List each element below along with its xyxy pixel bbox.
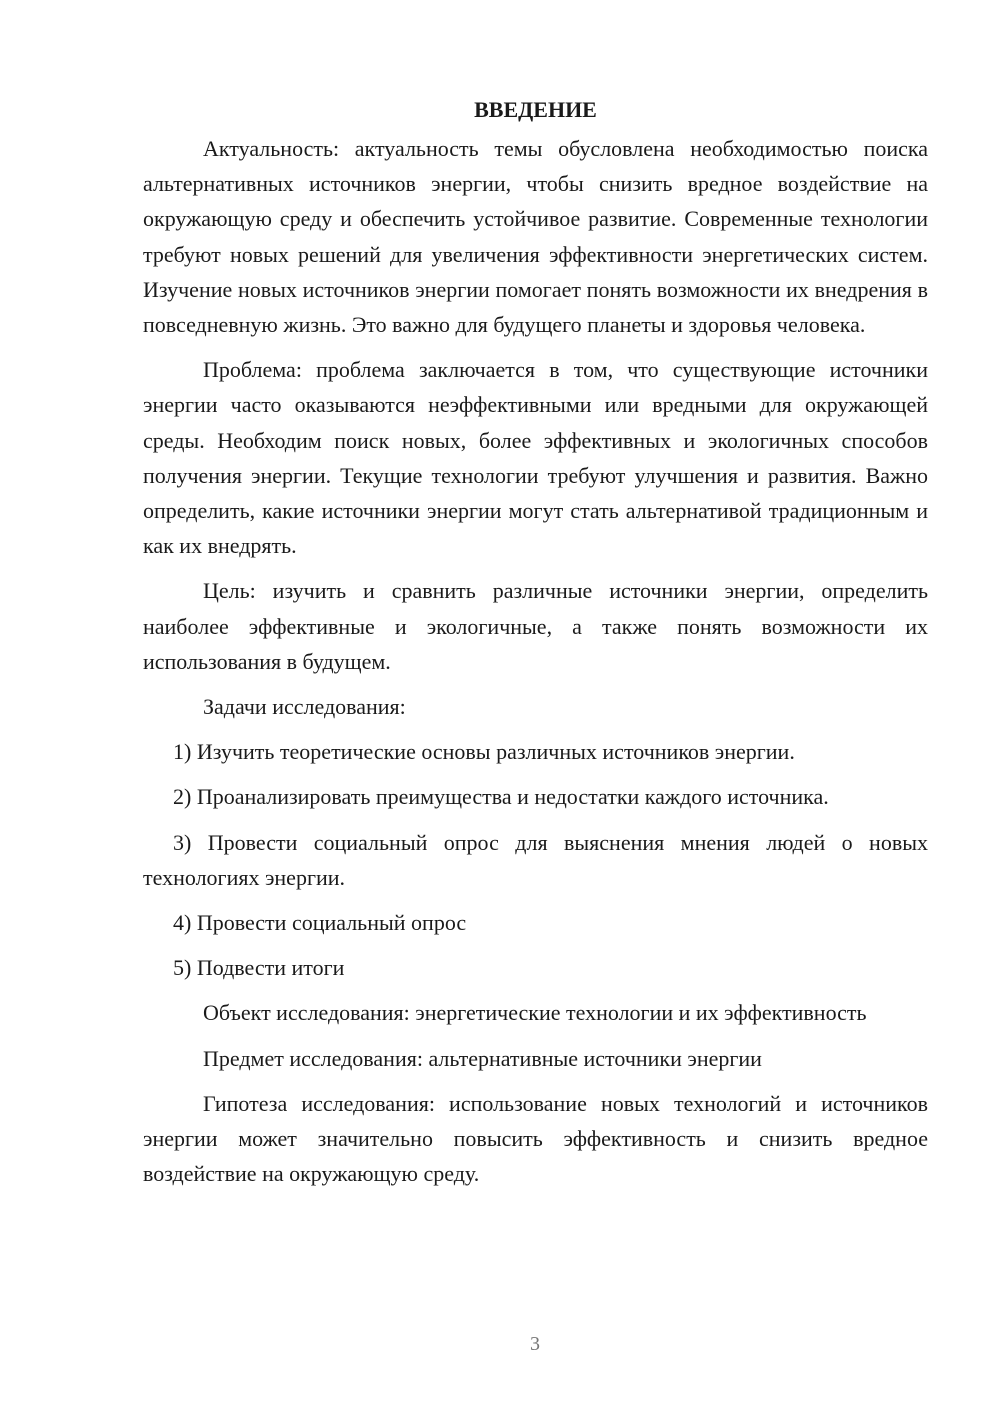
task-item: 4) Провести социальный опрос	[173, 910, 467, 936]
page-content	[143, 92, 928, 1191]
task-item: 3) Провести социальный опрос для выяснения мнения людей о новых технологиях энергии.	[143, 829, 928, 890]
problem-paragraph: Проблема: проблема заключается в том, что существующие источники энергии часто оказываются неэффективными или вредными для окружающей среды. Необходим поиск новых, более эффективных и экологичных способов получения энергии. Текущие технологии требуют улучшения и развития. Важно определить, какие источники энергии могут стать альтернативой традиционным и как их внедрять.	[143, 357, 928, 559]
hypothesis-paragraph: Гипотеза исследования: использование новых технологий и источников энергии может значительно повысить эффективность и снизить вредное воздействие на окружающую среду.	[143, 1090, 928, 1187]
tasks-heading: Задачи исследования:	[203, 694, 406, 720]
page-title: ВВЕДЕНИЕ	[474, 97, 597, 122]
object-paragraph: Объект исследования: энергетические технологии и их эффективность	[203, 1000, 867, 1026]
relevance-paragraph: Актуальность: актуальность темы обусловлена необходимостью поиска альтернативных источников энергии, чтобы снизить вредное воздействие на окружающую среду и обеспечить устойчивое развитие. Современные технологии требуют новых решений для увеличения эффективности энергетических систем. Изучение новых источников энергии помогает понять возможности их внедрения в повседневную жизнь. Это важно для будущего планеты и здоровья человека.	[143, 136, 928, 338]
task-item: 1) Изучить теоретические основы различных источников энергии.	[173, 739, 795, 765]
page-number: 3	[530, 1333, 540, 1355]
subject-paragraph: Предмет исследования: альтернативные источники энергии	[203, 1045, 762, 1071]
goal-paragraph: Цель: изучить и сравнить различные источники энергии, определить наиболее эффективные и экологичные, а также понять возможности их использования в будущем.	[143, 578, 928, 674]
task-item: 2) Проанализировать преимущества и недостатки каждого источника.	[173, 784, 829, 810]
task-item: 5) Подвести итоги	[173, 955, 345, 981]
